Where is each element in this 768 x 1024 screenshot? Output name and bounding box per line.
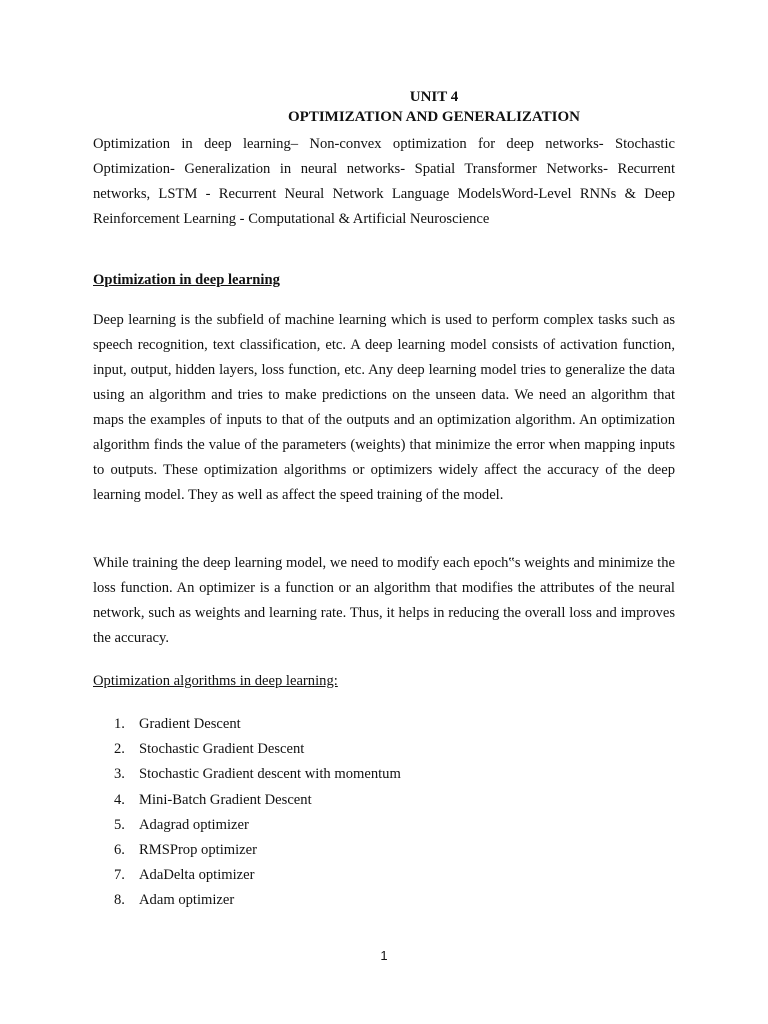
list-item: [114, 863, 401, 888]
list-item: [114, 712, 401, 737]
list-item-label: Stochastic Gradient Descent: [139, 741, 305, 758]
list-item: [114, 762, 401, 787]
unit-title-block: [0, 87, 768, 127]
list-number: 8.: [114, 892, 125, 909]
list-item-label: Mini-Batch Gradient Descent: [139, 791, 312, 808]
algorithms-subheading: Optimization algorithms in deep learning:: [93, 673, 338, 689]
list-number: 2.: [114, 741, 125, 758]
page-number: 1: [380, 948, 388, 963]
list-item: [114, 813, 401, 838]
algorithm-list: [114, 712, 401, 914]
list-number: 6.: [114, 841, 125, 858]
section-paragraph-2: While training the deep learning model, we need to modify each epoch‟s weights and minimize the loss function. An optimizer is a function or an algorithm that modifies the attributes of the neural network, such as weights and learning rate. Thus, it helps in reducing the overall loss and improves the accuracy.: [93, 555, 675, 646]
list-number: 7.: [114, 867, 125, 884]
list-item-label: Adagrad optimizer: [139, 816, 249, 833]
list-number: 4.: [114, 791, 125, 808]
list-item-label: Adam optimizer: [139, 892, 235, 909]
section-paragraph-1: Deep learning is the subfield of machine learning which is used to perform complex tasks such as speech recognition, text classification, etc. A deep learning model consists of activation function, input, output, hidden layers, loss function, etc. Any deep learning model tries to generalize the data using an algorithm and tries to make predictions on the unseen data. We need an algorithm that maps the examples of inputs to that of the outputs and an optimization algorithm. An optimization algorithm finds the value of the parameters (weights) that minimize the error when mapping inputs to outputs. These optimization algorithms or optimizers widely affect the accuracy of the deep learning model. They as well as affect the speed training of the model.: [93, 312, 675, 503]
intro-paragraph: Optimization in deep learning– Non-convex optimization for deep networks- Stochastic Optimization- Generalization in neural networks- Spatial Transformer Networks- Recurrent networks, LSTM - Recurrent Neural Network Language ModelsWord-Level RNNs & Deep Reinforcement Learning - Computational & Artificial Neuroscience: [93, 136, 675, 227]
list-item-label: AdaDelta optimizer: [139, 867, 255, 884]
list-number: 1.: [114, 716, 125, 732]
list-item: [114, 737, 401, 762]
unit-title: OPTIMIZATION AND GENERALIZATION: [288, 109, 580, 125]
list-number: 3.: [114, 766, 125, 783]
section-heading: Optimization in deep learning: [93, 272, 280, 288]
list-item-label: Gradient Descent: [139, 716, 241, 732]
list-item-label: RMSProp optimizer: [139, 841, 257, 858]
unit-number: UNIT 4: [409, 89, 459, 105]
list-item: [114, 888, 401, 913]
list-item-label: Stochastic Gradient descent with momentum: [139, 766, 401, 783]
list-number: 5.: [114, 816, 125, 833]
list-item: [114, 838, 401, 863]
list-item: [114, 788, 401, 813]
